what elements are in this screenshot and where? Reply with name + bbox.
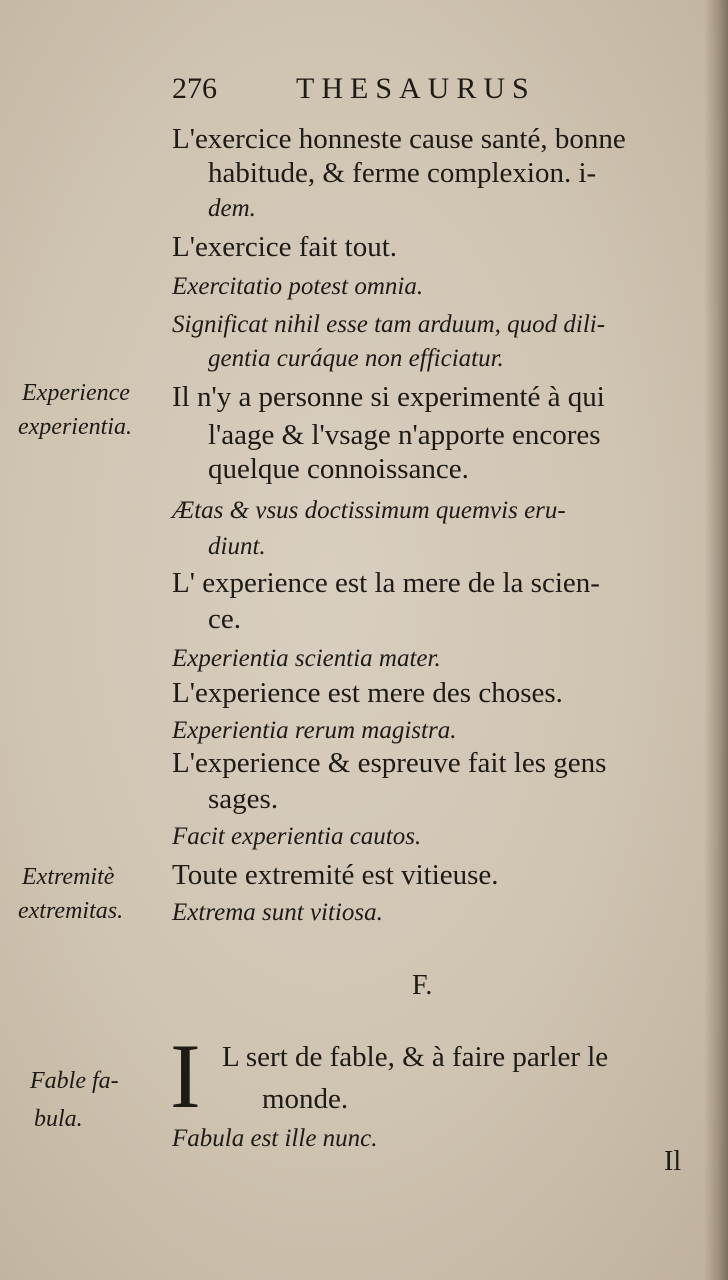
text-line: Extrema sunt vitiosa.	[172, 899, 383, 926]
page-number: 276	[172, 72, 217, 105]
page-header	[172, 72, 612, 112]
text-line: ce.	[208, 603, 241, 635]
text-line: Exercitatio potest omnia.	[172, 273, 424, 300]
margin-note-experience: Experience	[22, 380, 130, 406]
text-line: Toute extremité est vitieuse.	[172, 859, 499, 891]
text-line: Ætas & vsus doctissimum quemvis eru-	[172, 497, 566, 524]
margin-note-extremite: Extremitè	[22, 864, 115, 890]
margin-note-fable: Fable fa-	[30, 1068, 119, 1094]
text-line: sages.	[208, 783, 279, 815]
section-letter: F.	[412, 970, 433, 1001]
text-line: L'experience est mere des choses.	[172, 677, 563, 709]
running-title: THESAURUS	[296, 72, 536, 105]
text-line: Facit experientia cautos.	[172, 823, 422, 850]
text-line: Il n'y a personne si experimenté à qui	[172, 381, 605, 413]
text-line: L' experience est la mere de la scien-	[172, 567, 600, 599]
text-line: Experientia scientia mater.	[172, 645, 441, 672]
margin-note-experientia: experientia.	[18, 414, 132, 440]
page-gutter-shadow	[704, 0, 728, 1280]
text-line: gentia curáque non efficiatur.	[208, 345, 504, 372]
text-line: dem.	[208, 195, 256, 222]
text-line: quelque connoissance.	[208, 453, 469, 485]
text-line: Fabula est ille nunc.	[172, 1125, 378, 1152]
drop-capital: I	[170, 1025, 201, 1127]
text-line: L'exercice honneste cause santé, bonne	[172, 123, 626, 155]
text-line: Significat nihil esse tam arduum, quod dili-	[172, 311, 606, 338]
margin-note-fabula: bula.	[34, 1106, 83, 1132]
text-line: L sert de fable, & à faire parler le	[222, 1041, 609, 1073]
catchword: Il	[664, 1146, 682, 1177]
text-line: diunt.	[208, 533, 266, 560]
margin-note-extremitas: extremitas.	[18, 898, 124, 924]
text-line: L'experience & espreuve fait les gens	[172, 747, 607, 779]
text-line: L'exercice fait tout.	[172, 231, 398, 263]
text-line: l'aage & l'vsage n'apporte encores	[208, 419, 601, 451]
text-line: habitude, & ferme complexion. i-	[208, 157, 597, 189]
text-line: monde.	[262, 1083, 349, 1115]
text-line: Experientia rerum magistra.	[172, 717, 457, 744]
